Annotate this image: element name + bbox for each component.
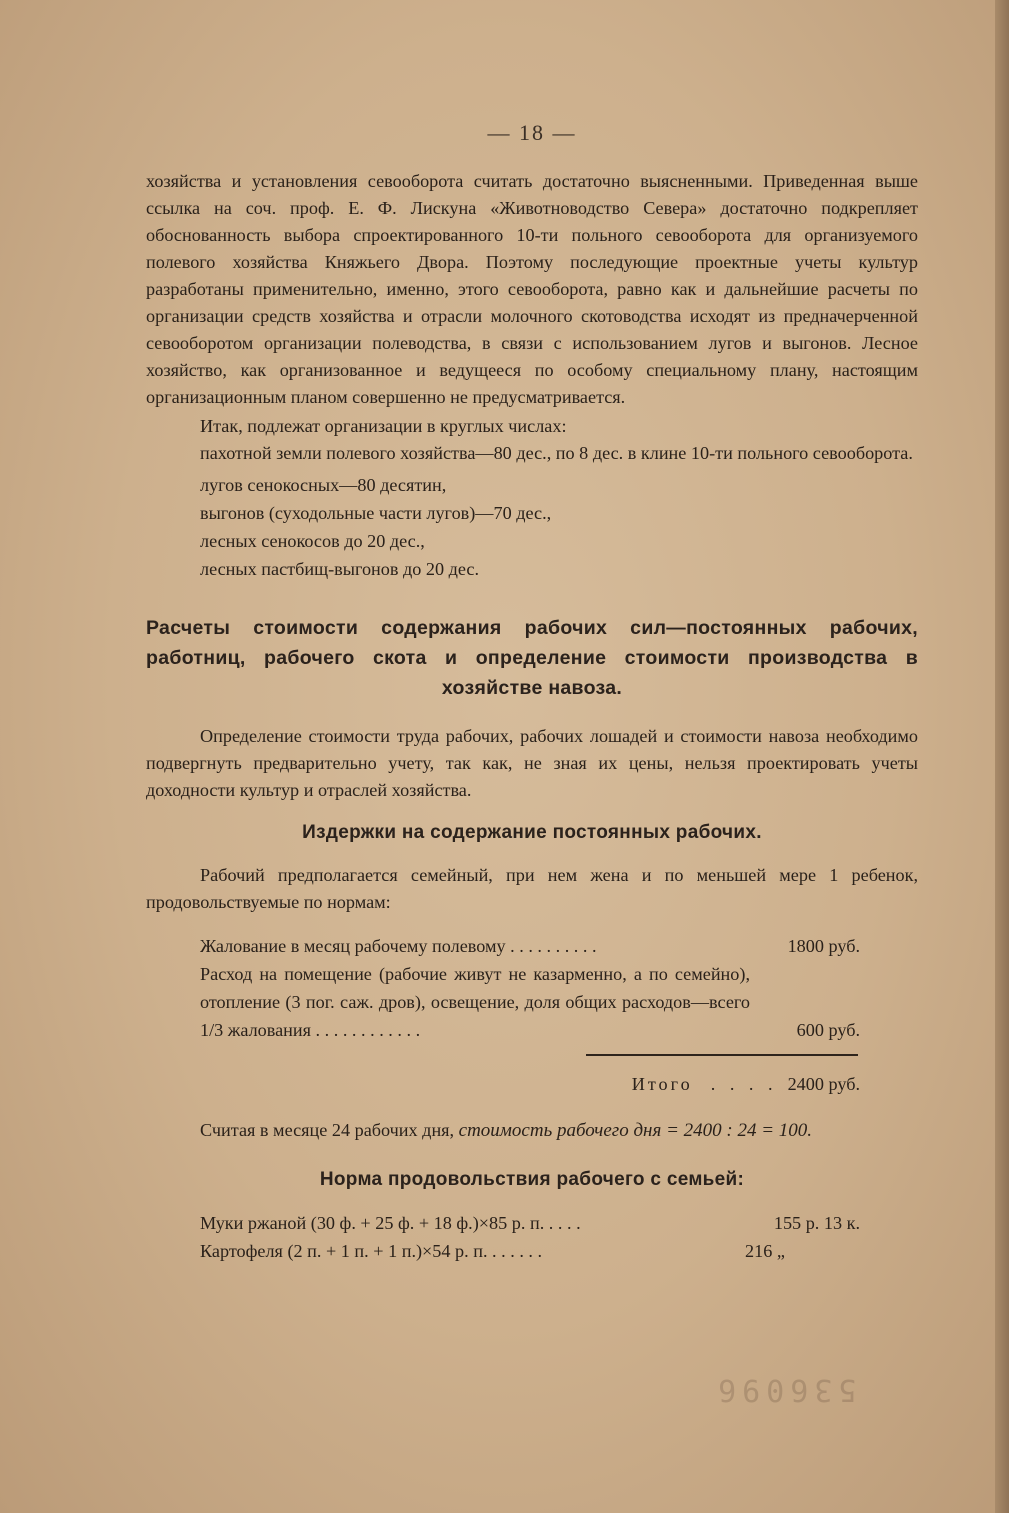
cost-label: Жалование в месяц рабочему полевому . . . . . . . . . . xyxy=(200,936,597,956)
subheading-worker-costs: Издержки на содержание постоянных рабочих. xyxy=(302,822,762,843)
land-list-item: лесных сенокосов до 20 дес., xyxy=(200,531,425,551)
total-rule xyxy=(586,1054,858,1056)
norm-row xyxy=(200,1237,860,1265)
book-spine-edge xyxy=(995,0,1009,1513)
total-value: 2400 руб. xyxy=(787,1074,860,1094)
arable-land-line: пахотной земли полевого хозяйства—80 дес., по 8 дес. в клине 10-ти польного севооборота. xyxy=(200,443,913,463)
worker-paragraph: Рабочий предполагается семейный, при нем жена и по меньшей мере 1 ребенок, продовольствуемые по нормам: xyxy=(146,865,918,912)
land-list xyxy=(146,471,918,583)
cost-value: 600 руб. xyxy=(796,1020,860,1040)
cost-table xyxy=(200,932,860,1098)
norm-row xyxy=(200,1209,860,1237)
land-list-item: лесных пастбищ-выгонов до 20 дес. xyxy=(200,559,480,579)
section-title: Расчеты стоимости содержания рабочих сил—постоянных рабочих, работниц, рабочего скота и определение стоимости производства в хозяйстве навоза. xyxy=(146,617,918,699)
norm-label: Муки ржаной (30 ф. + 25 ф. + 18 ф.)×85 р. п. . . . . xyxy=(200,1213,581,1233)
library-stamp: 536096 xyxy=(712,1372,857,1407)
norm-label: Картофеля (2 п. + 1 п. + 1 п.)×54 р. п. . . . . . . xyxy=(200,1241,543,1261)
cost-row xyxy=(200,932,860,960)
total-label: Итого xyxy=(631,1074,693,1094)
page-number: — 18 — xyxy=(487,120,577,145)
calc-text: Считая в месяце 24 рабочих дня, xyxy=(200,1120,455,1140)
subheading-food-norm: Норма продовольствия рабочего с семьей: xyxy=(319,1169,745,1190)
cost-label: Расход на помещение (рабочие живут не казарменно, а по семейно), отопление (3 пог. саж. дров), освещение, доля общих расходов—всего 1/3 жалования . . . . . . . . . . . . xyxy=(200,964,750,1040)
land-list-item: лугов сенокосных—80 десятин, xyxy=(200,475,447,495)
cost-value: 1800 руб. xyxy=(787,936,860,956)
intro-paragraph: хозяйства и установления севооборота считать достаточно выясненными. Приведенная выше ссылка на соч. проф. Е. Ф. Лискуна «Животноводство Севера» достаточно подкрепляет обоснованность выбора спроектированного 10-ти польного севооборота для организуемого полевого хозяйства Княжьего Двора. Поэтому последующие проектные учеты культур разработаны применительно, именно, этого севооборота, равно как и дальнейшие расчеты по организации средств хозяйства и отрасли молочного скотоводства исходят из предначерченной севооборотом организации полеводства, в связи с использованием лугов и выгонов. Лесное хозяйство, как организованное и ведущееся по особому специальному плану, настоящим организационным планом совершенно не предусматривается. xyxy=(146,171,918,407)
total-row xyxy=(200,1070,860,1098)
total-dots: . . . . xyxy=(710,1074,778,1094)
summary-intro: Итак, подлежат организации в круглых числах: xyxy=(200,416,567,436)
norm-value: 155 р. 13 к. xyxy=(773,1213,860,1233)
land-list-item: выгонов (суходольные части лугов)—70 дес., xyxy=(200,503,552,523)
norm-value: 216 „ xyxy=(745,1241,785,1261)
section-paragraph: Определение стоимости труда рабочих, рабочих лошадей и стоимости навоза необходимо подвергнуть предварительно учету, так как, не зная их цены, нельзя проектировать учеты доходности культур и отраслей хозяйства. xyxy=(146,726,918,800)
calc-italic: стоимость рабочего дня = 2400 : 24 = 100. xyxy=(458,1120,813,1141)
food-norm-list xyxy=(146,1209,918,1265)
page-content xyxy=(146,120,918,1265)
day-cost-calculation xyxy=(200,1116,918,1145)
cost-row xyxy=(200,960,860,1044)
